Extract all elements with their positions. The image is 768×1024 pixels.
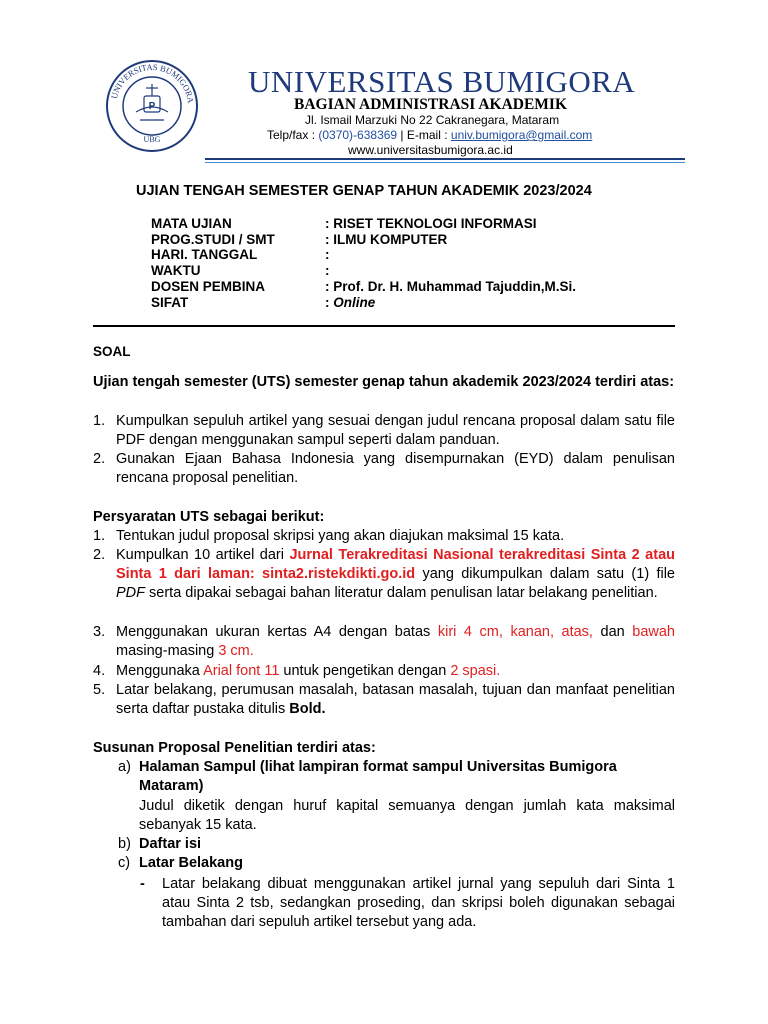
info-label: HARI. TANGGAL: [151, 247, 258, 262]
info-value: : Prof. Dr. H. Muhammad Tajuddin,M.Si.: [325, 279, 577, 294]
requirements-heading: Persyaratan UTS sebagai berikut:: [93, 509, 325, 525]
list-item: Menggunaka Arial font 11 untuk pengetikan dengan 2 spasi.: [116, 663, 501, 679]
info-label: MATA UJIAN: [151, 216, 232, 231]
address: Jl. Ismail Marzuki No 22 Cakranegara, Mataram: [305, 113, 560, 127]
structure-sub-item: Latar belakang dibuat menggunakan artikel jurnal yang sepuluh dari Sinta 1 atau Sinta 2 tsb, sedangkan proseding, dan skripsi boleh digunakan sebagai tambahan dari sepuluh artikel tersebut yang ada.: [162, 876, 675, 930]
structure-item-title: Latar Belakang: [139, 855, 243, 871]
logo-ring-text: UNIVERSITAS BUMIGORA: [108, 61, 196, 104]
list-item: Kumpulkan sepuluh artikel yang sesuai dengan judul rencana proposal dalam satu file PDF dengan menggunakan sampul seperti dalam panduan.: [116, 413, 675, 448]
list-item: Tentukan judul proposal skripsi yang akan diajukan maksimal 15 kata.: [116, 528, 565, 544]
list-item: Latar belakang, perumusan masalah, batasan masalah, tujuan dan manfaat penelitian serta daftar pustaka ditulis Bold.: [116, 682, 675, 717]
info-label: DOSEN PEMBINA: [151, 279, 266, 294]
structure-heading: Susunan Proposal Penelitian terdiri atas:: [93, 740, 376, 756]
sub-bullet: -: [140, 876, 145, 892]
info-label: SIFAT: [151, 295, 189, 310]
department-name: BAGIAN ADMINISTRASI AKADEMIK: [294, 96, 568, 113]
info-value: : RISET TEKNOLOGI INFORMASI: [325, 216, 537, 231]
intro-heading: Ujian tengah semester (UTS) semester genap tahun akademik 2023/2024 terdiri atas:: [93, 374, 675, 390]
university-logo: [106, 60, 198, 152]
university-name: UNIVERSITAS BUMIGORA: [248, 64, 636, 99]
info-value: : Online: [325, 295, 376, 310]
logo-ribbon-text: UBG: [143, 135, 161, 144]
structure-item-desc: Judul diketik dengan huruf kapital semuanya dengan jumlah kata maksimal sebanyak 15 kata.: [139, 798, 675, 833]
header-divider: [205, 158, 685, 160]
contact-line: Telp/fax : (0370)-638369 | E-mail : univ.bumigora@gmail.com: [267, 128, 593, 142]
soal-heading: SOAL: [93, 344, 131, 359]
exam-title: UJIAN TENGAH SEMESTER GENAP TAHUN AKADEMIK 2023/2024: [136, 183, 592, 199]
info-value: :: [325, 247, 330, 262]
website: www.universitasbumigora.ac.id: [348, 143, 513, 157]
info-label: PROG.STUDI / SMT: [151, 232, 275, 247]
email-link[interactable]: univ.bumigora@gmail.com: [450, 128, 593, 142]
info-label: WAKTU: [151, 263, 201, 278]
info-value: : ILMU KOMPUTER: [325, 232, 448, 247]
list-item: Menggunakan ukuran kertas A4 dengan batas kiri 4 cm, kanan, atas, dan bawah masing-masing 3 cm.: [116, 624, 675, 659]
header-divider-thin: [205, 162, 685, 163]
list-item: Kumpulkan 10 artikel dari Jurnal Terakreditasi Nasional terakreditasi Sinta 2 atau Sinta 1 dari laman: sinta2.ristekdikti.go.id yang dikumpulkan dalam satu (1) file PDF serta dipakai sebagai bahan literatur dalam penulisan latar belakang penelitian.: [116, 547, 675, 601]
structure-item-title: Daftar isi: [139, 836, 202, 852]
list-item: Gunakan Ejaan Bahasa Indonesia yang disempurnakan (EYD) dalam penulisan rencana proposal penelitian.: [116, 451, 675, 486]
info-value: :: [325, 263, 330, 278]
phone-number: (0370)-638369: [318, 128, 398, 142]
section-divider: [93, 325, 675, 327]
svg-text:P: P: [148, 101, 156, 112]
structure-item-title: Halaman Sampul (lihat lampiran format sampul Universitas Bumigora Mataram): [139, 759, 617, 794]
